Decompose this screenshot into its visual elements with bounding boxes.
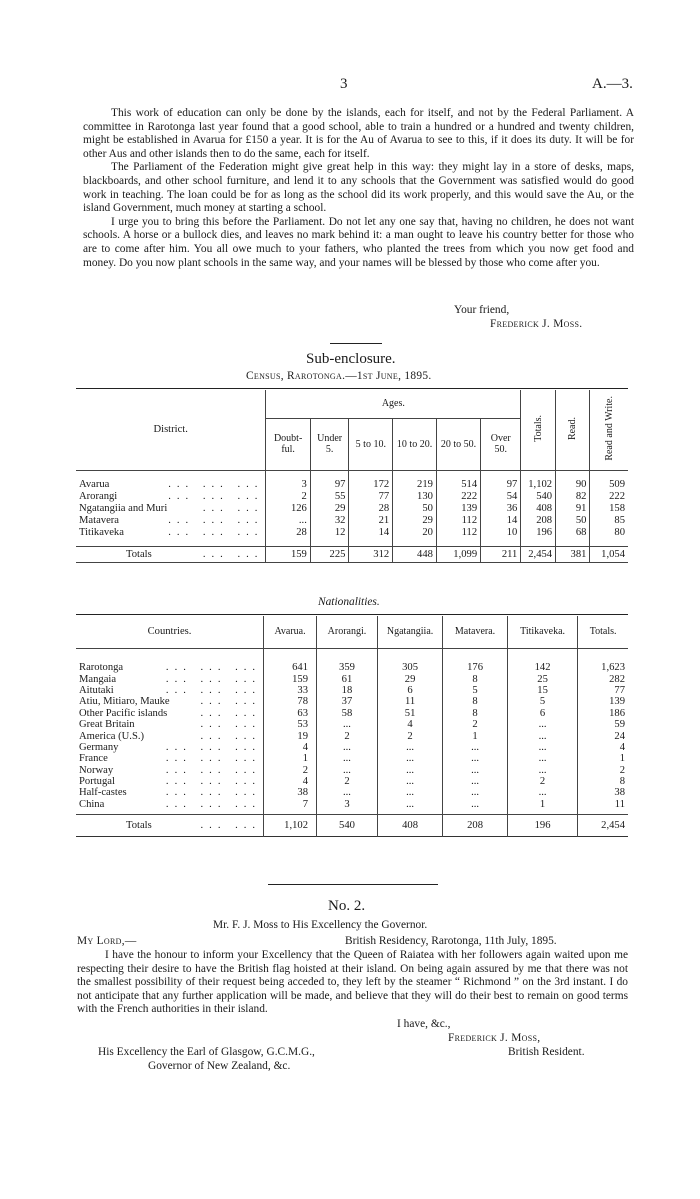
table-cell: 36 [481,502,521,514]
letter-signature: Frederick J. Moss. [490,318,583,330]
table-cell: 51 [377,708,442,719]
table-cell: 6 [377,685,442,696]
read-header: Read. [567,416,579,440]
table-row [76,696,628,707]
table-cell: 37 [317,696,378,707]
table-cell: ... [266,514,310,526]
table-cell: 18 [317,685,378,696]
column-header: Matavera. [443,616,508,648]
table-cell: 97 [310,478,349,490]
table-cell: ... [443,742,508,753]
table-cell: ... [377,765,442,776]
totals-label: Totals [126,819,152,831]
table-cell: 2 [266,490,310,502]
table-cell: 12 [310,526,349,538]
table-row [76,502,628,514]
table-cell: 381 [556,546,590,562]
column-header: Ngatangiia. [377,616,442,648]
table-row [76,685,628,696]
district-name: Matavera [79,514,119,526]
leader-dots: ... ... ... [168,526,264,538]
table-cell: 1 [443,730,508,741]
table-cell: 33 [264,685,317,696]
table-cell: ... [377,787,442,798]
age-column-header: Under 5. [310,418,349,470]
table-cell: 38 [578,787,628,798]
letter-subtitle: Mr. F. J. Moss to His Excellency the Governor. [213,919,428,931]
table-cell: 80 [590,526,628,538]
section-divider [268,884,438,885]
table-cell: 77 [578,685,628,696]
table-cell: 54 [481,490,521,502]
subenclosure-title: Sub-enclosure. [306,351,396,367]
table-cell: 8 [443,673,508,684]
table-cell: 61 [317,673,378,684]
table-cell: 68 [556,526,590,538]
table-cell: 514 [436,478,480,490]
country-name: Rarotonga [79,662,124,674]
table-cell: 540 [521,490,556,502]
table-cell: 82 [556,490,590,502]
table-cell: 159 [264,673,317,684]
column-header: Arorangi. [317,616,378,648]
table-cell: 282 [578,673,628,684]
leader-dots: ... ... ... [165,673,262,685]
leader-dots: ... ... ... [165,753,262,765]
table-cell: 3 [266,478,310,490]
ages-header: Ages. [266,390,521,418]
table-cell: 208 [443,814,508,836]
table-cell: 1,099 [436,546,480,562]
table-cell: 126 [266,502,310,514]
leader-dots: ... ... ... [165,684,262,696]
totals-header: Totals. [532,414,544,442]
table-cell: 196 [507,814,577,836]
country-name: Atiu, Mitiaro, Mauke [79,696,170,708]
table-cell: 78 [264,696,317,707]
table-row [76,673,628,684]
table-cell: 11 [377,696,442,707]
table-cell: 8 [443,708,508,719]
table-cell: ... [507,753,577,764]
place-date: British Residency, Rarotonga, 11th July, 1895. [345,935,557,947]
table-row [76,490,628,502]
table-cell: 408 [521,502,556,514]
table-cell: 1,054 [590,546,628,562]
district-name: Arorangi [79,490,118,502]
table-cell: ... [377,776,442,787]
letter-paragraph: I urge you to bring this before the Parliament. Do not let any one say that, having no children, he does not want schools. A horse or a bullock dies, and leaves no mark behind it: a man ought to leave his country better for those who are to come after him. You all owe much to your fathers, who planted the trees from which you now get food and money. Do you now plant schools in the same way, and your names will be blessed by those who come after you. [83,215,634,269]
countries-header: Countries. [147,626,192,638]
table-cell: ... [317,787,378,798]
table-cell: ... [317,753,378,764]
table-row [76,730,628,741]
table-cell: 32 [310,514,349,526]
age-column-header: Doubt-ful. [266,418,310,470]
table-top-rule [76,614,628,615]
table-cell: 112 [436,526,480,538]
table-cell: 29 [377,673,442,684]
read-write-header: Read and Write. [603,395,615,461]
census-table [76,390,628,563]
letter-signature: Frederick J. Moss, [448,1032,541,1044]
table-cell: 8 [578,776,628,787]
table-cell: ... [507,730,577,741]
country-name: Other Pacific islands [79,707,168,719]
table-cell: 29 [310,502,349,514]
table-cell: 50 [556,514,590,526]
table-cell: 55 [310,490,349,502]
table-cell: 59 [578,719,628,730]
nationalities-table [76,616,628,837]
table-cell: 130 [393,490,437,502]
table-cell: 196 [521,526,556,538]
table-cell: 4 [264,776,317,787]
leader-dots: ... ... ... [168,490,264,502]
leader-dots: ... ... [200,707,262,719]
addressee-line: His Excellency the Earl of Glasgow, G.C.M.G., [98,1046,315,1058]
table-row [76,753,628,764]
table-cell: 359 [317,662,378,673]
leader-dots: ... ... [200,719,262,731]
table-cell: 1,623 [578,662,628,673]
table-cell: 139 [436,502,480,514]
table-row [76,514,628,526]
table-cell: 4 [377,719,442,730]
leader-dots: ... ... ... [165,662,262,674]
table-cell: 112 [436,514,480,526]
table-cell: 15 [507,685,577,696]
table-cell: ... [507,765,577,776]
letter-body [83,107,634,270]
table-cell: 408 [377,814,442,836]
table-cell: 159 [266,546,310,562]
table-cell: 50 [393,502,437,514]
table-cell: 7 [264,799,317,810]
district-name: Ngatangiia and Muri [79,502,168,514]
census-subtitle: Census, Rarotonga.—1st June, 1895. [246,370,432,382]
totals-row [76,546,628,562]
country-name: Half-castes [79,787,127,799]
table-cell: 91 [556,502,590,514]
table-cell: 97 [481,478,521,490]
country-name: Portugal [79,776,115,788]
table-cell: 8 [443,696,508,707]
table-cell: 29 [393,514,437,526]
table-cell: 208 [521,514,556,526]
table-cell: 176 [443,662,508,673]
table-cell: 2 [443,719,508,730]
nationalities-title: Nationalities. [318,596,380,608]
table-cell: 14 [481,514,521,526]
table-cell: 641 [264,662,317,673]
table-cell: 448 [393,546,437,562]
table-row [76,787,628,798]
table-cell: 2 [317,730,378,741]
leader-dots: ... ... ... [165,787,262,799]
page-number: 3 [340,76,348,92]
table-row [76,662,628,673]
table-cell: ... [317,719,378,730]
table-cell: ... [377,742,442,753]
table-cell: 24 [578,730,628,741]
table-row [76,776,628,787]
country-name: China [79,798,105,810]
leader-dots: ... ... [200,730,262,742]
country-name: America (U.S.) [79,730,145,742]
table-cell: 77 [349,490,393,502]
document-reference: A.—3. [592,76,633,92]
table-cell: 222 [436,490,480,502]
letter-closing: I have, &c., [397,1018,451,1030]
country-name: Great Britain [79,719,135,731]
table-cell: ... [317,742,378,753]
table-row [76,742,628,753]
table-cell: 312 [349,546,393,562]
column-header: Totals. [578,616,628,648]
table-cell: 25 [507,673,577,684]
leader-dots: ... ... ... [165,776,262,788]
country-name: Mangaia [79,673,117,685]
table-cell: 28 [266,526,310,538]
age-column-header: 20 to 50. [436,418,480,470]
table-cell: 11 [578,799,628,810]
table-row [76,765,628,776]
table-cell: 219 [393,478,437,490]
table-cell: 172 [349,478,393,490]
table-cell: 509 [590,478,628,490]
table-cell: 6 [507,708,577,719]
totals-label: Totals [126,548,152,560]
leader-dots: ... ... [202,502,264,514]
table-cell: 2 [264,765,317,776]
letter-paragraph: This work of education can only be done by the islands, each for itself, and not by the Federal Parliament. A committee in Rarotonga last year found that a good school, able to train a hundred or a hundred and twenty children, might be established in Avarua for £150 a year. It is for the Au of Avarua to see to this, if it does its duty. It will be for other Aus and other islands then to do the same, each for itself. [83,107,634,160]
table-cell: 158 [590,502,628,514]
table-cell: ... [443,799,508,810]
district-name: Titikaveka [79,526,124,538]
leader-dots: ... ... ... [168,478,264,490]
table-cell: 2 [377,730,442,741]
leader-dots: ... ... [202,548,264,560]
table-cell: 305 [377,662,442,673]
document-number: No. 2. [328,898,366,914]
table-cell: 21 [349,514,393,526]
table-cell: ... [507,719,577,730]
addressee-line: Governor of New Zealand, &c. [148,1060,291,1072]
table-cell: 19 [264,730,317,741]
country-name: Germany [79,741,119,753]
leader-dots: ... ... [200,696,262,708]
table-cell: ... [317,765,378,776]
table-cell: ... [377,799,442,810]
table-top-rule [76,388,628,389]
column-header: Avarua. [264,616,317,648]
age-column-header: 5 to 10. [349,418,393,470]
table-cell: 1,102 [521,478,556,490]
leader-dots: ... ... ... [165,764,262,776]
table-cell: 211 [481,546,521,562]
leader-dots: ... ... ... [165,741,262,753]
salutation: My Lord,— [77,935,137,947]
table-cell: 90 [556,478,590,490]
table-cell: 4 [578,742,628,753]
table-cell: ... [507,742,577,753]
table-cell: 20 [393,526,437,538]
table-cell: ... [443,787,508,798]
table-cell: 58 [317,708,378,719]
district-name: Avarua [79,478,110,490]
table-cell: 186 [578,708,628,719]
table-cell: 85 [590,514,628,526]
table-cell: 38 [264,787,317,798]
table-cell: 14 [349,526,393,538]
table-cell: 222 [590,490,628,502]
table-row [76,708,628,719]
table-cell: 2,454 [578,814,628,836]
table-cell: 28 [349,502,393,514]
age-column-header: 10 to 20. [393,418,437,470]
table-cell: 4 [264,742,317,753]
table-row [76,526,628,538]
table-cell: 3 [317,799,378,810]
table-row [76,799,628,810]
table-cell: 2 [578,765,628,776]
table-cell: ... [443,776,508,787]
table-row [76,478,628,490]
column-header: Titikaveka. [507,616,577,648]
table-cell: 53 [264,719,317,730]
signature-title: British Resident. [508,1046,585,1058]
totals-row [76,814,628,836]
country-name: Norway [79,764,114,776]
country-name: Aitutaki [79,684,114,696]
table-cell: 5 [507,696,577,707]
leader-dots: ... ... [200,819,262,831]
country-name: France [79,753,108,765]
table-cell: 10 [481,526,521,538]
table-cell: 225 [310,546,349,562]
table-cell: 1 [264,753,317,764]
table-cell: 142 [507,662,577,673]
table-cell: 1,102 [264,814,317,836]
leader-dots: ... ... ... [165,798,262,810]
letter-paragraph: I have the honour to inform your Excellency that the Queen of Raiatea with her followers again waited upon me respecting their desire to have the British flag hoisted at their island. On being again assured by me that there was not the smallest possibility of their request being acceded to, they left by the steamer “ Richmond ” on the 3rd instant. I do not anticipate that any further application will be made, and believe that they will do their best to remain on good terms with the French authorities in their island. [77,949,628,1016]
table-cell: 1 [578,753,628,764]
table-cell: ... [507,787,577,798]
table-cell: 2,454 [521,546,556,562]
letter-paragraph: The Parliament of the Federation might give great help in this way: they might lay in a store of desks, maps, blackboards, and other school furniture, and lend it to any schools that the Government was satisfied would do good work in teaching. The loan could be for as long as the school did its work properly, and this would save the Au, or the island Government, much money at starting a school. [83,161,634,215]
letter-body [77,949,628,1017]
table-cell: ... [443,765,508,776]
table-row [76,719,628,730]
table-cell: ... [377,753,442,764]
section-divider [330,343,382,344]
table-cell: 2 [317,776,378,787]
table-cell: 540 [317,814,378,836]
district-header: District. [153,424,188,436]
leader-dots: ... ... ... [168,514,264,526]
table-cell: 139 [578,696,628,707]
age-column-header: Over 50. [481,418,521,470]
table-cell: 1 [507,799,577,810]
letter-closing: Your friend, [454,304,510,316]
table-cell: 63 [264,708,317,719]
table-cell: 5 [443,685,508,696]
table-cell: 2 [507,776,577,787]
table-cell: ... [443,753,508,764]
